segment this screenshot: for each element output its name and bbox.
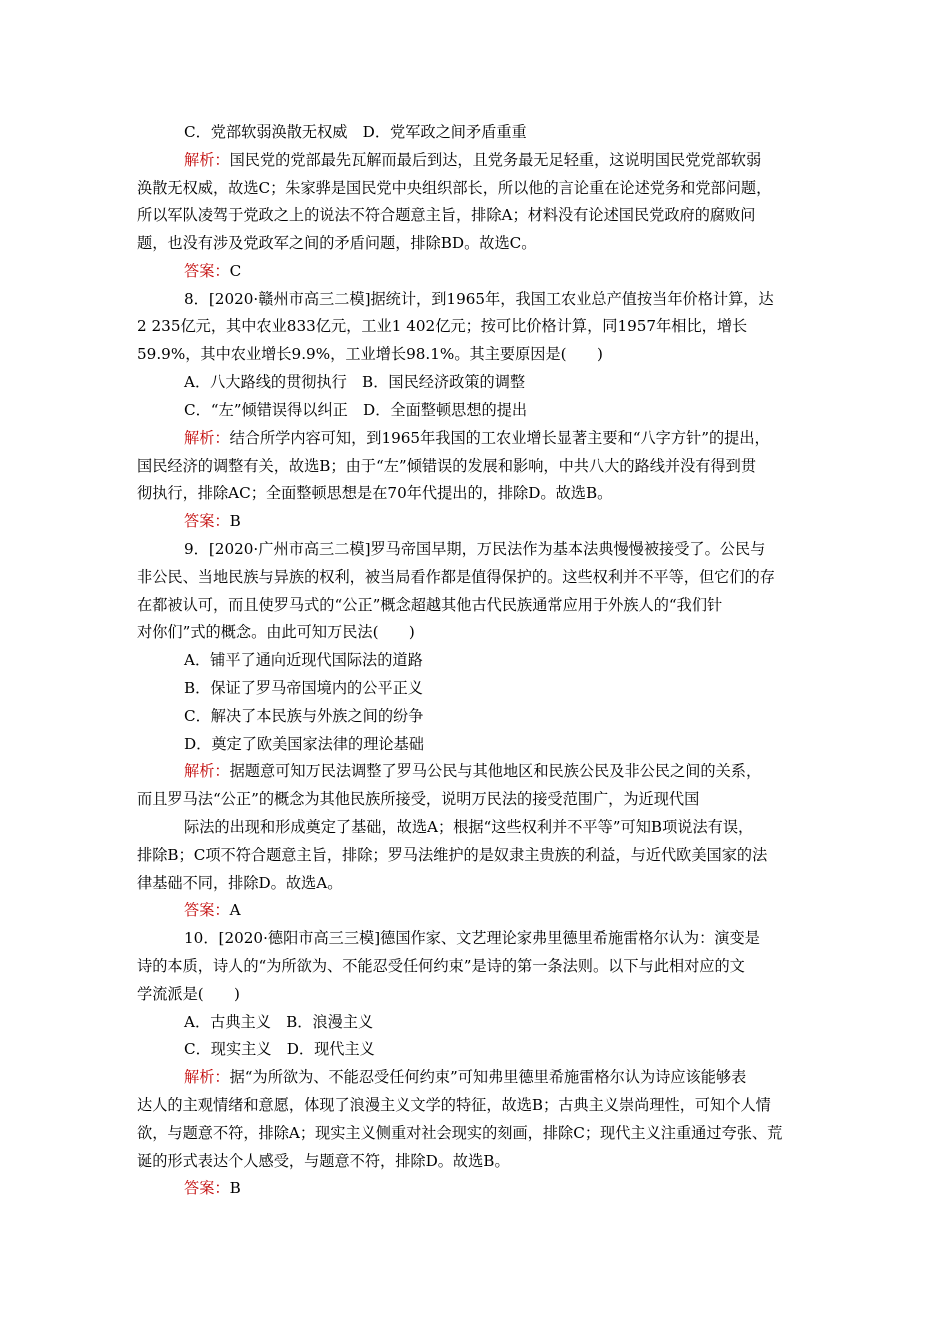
- q8-option-line: A．八大路线的贯彻执行 B．国民经济政策的调整: [184, 373, 526, 391]
- answer-label: 答案：: [184, 1179, 230, 1197]
- q9-analysis-line: 律基础不同，排除D。故选A。: [137, 874, 343, 892]
- q10-analysis-line: 诞的形式表达个人感受，与题意不符，排除D。故选B。: [137, 1152, 510, 1170]
- q7-options-cd: C．党部软弱涣散无权威 D．党军政之间矛盾重重: [184, 123, 527, 141]
- analysis-label: 解析：: [184, 1068, 230, 1086]
- q8-answer: 答案：B: [184, 512, 241, 530]
- q7-answer: 答案：C: [184, 262, 242, 280]
- q7-analysis-line: 所以军队凌驾于党政之上的说法不符合题意主旨，排除A；材料没有论述国民党政府的腐败问: [137, 206, 756, 224]
- q10-stem-line: 诗的本质，诗人的“为所欲为、不能忍受任何约束”是诗的第一条法则。以下与此相对应的文: [137, 957, 745, 975]
- q10-stem-line: 10．[2020·德阳市高三三模]德国作家、文艺理论家弗里德里希施雷格尔认为：演变是: [184, 929, 760, 947]
- q8-stem-line: 8．[2020·赣州市高三二模]据统计，到1965年，我国工农业总产值按当年价格计算，达: [184, 290, 774, 308]
- q8-stem-line: 2 235亿元，其中农业833亿元，工业1 402亿元；按可比价格计算，同1957年相比，增长: [137, 317, 748, 335]
- q8-stem-line: 59.9%，其中农业增长9.9%，工业增长98.1%。其主要原因是( ): [137, 345, 603, 363]
- q10-stem-line: 学流派是( ): [137, 985, 240, 1003]
- q10-option-line: C．现实主义 D．现代主义: [184, 1040, 375, 1058]
- q9-option: B．保证了罗马帝国境内的公平正义: [184, 679, 423, 697]
- q8-analysis-line: 解析：结合所学内容可知，到1965年我国的工农业增长显著主要和“八字方针”的提出，: [184, 429, 770, 447]
- q7-analysis-line: 涣散无权威，故选C；朱家骅是国民党中央组织部长，所以他的言论重在论述党务和党部问题，: [137, 179, 772, 197]
- answer-label: 答案：: [184, 262, 230, 280]
- analysis-label: 解析：: [184, 151, 230, 169]
- q9-stem-line: 对你们”式的概念。由此可知万民法( ): [137, 623, 415, 641]
- q9-analysis-line: 解析：据题意可知万民法调整了罗马公民与其他地区和民族公民及非公民之间的关系，: [184, 762, 762, 780]
- q7-analysis-line: 解析：国民党的党部最先瓦解而最后到达，且党务最无足轻重，这说明国民党党部软弱: [184, 151, 762, 169]
- q9-analysis-line: 排除B；C项不符合题意主旨，排除；罗马法维护的是奴隶主贵族的利益，与近代欧美国家的法: [137, 846, 768, 864]
- answer-label: 答案：: [184, 512, 230, 530]
- q7-analysis-line: 题，也没有涉及党政军之间的矛盾问题，排除BD。故选C。: [137, 234, 537, 252]
- q9-stem-line: 非公民、当地民族与异族的权利，被当局看作都是值得保护的。这些权利并不平等，但它们的存: [137, 568, 775, 586]
- q8-analysis-line: 彻执行，排除AC；全面整顿思想是在70年代提出的，排除D。故选B。: [137, 484, 613, 502]
- q10-analysis-line: 欲，与题意不符，排除A；现实主义侧重对社会现实的刻画，排除C；现代主义注重通过夸张、荒: [137, 1124, 783, 1142]
- q8-analysis-line: 国民经济的调整有关，故选B；由于“左”倾错误的发展和影响，中共八大的路线并没有得到贯: [137, 457, 757, 475]
- answer-label: 答案：: [184, 901, 230, 919]
- q10-answer: 答案：B: [184, 1179, 241, 1197]
- q8-option-line: C．“左”倾错误得以纠正 D．全面整顿思想的提出: [184, 401, 528, 419]
- q9-analysis-line: 而且罗马法“公正”的概念为其他民族所接受，说明万民法的接受范围广，为近现代国: [137, 790, 700, 808]
- q10-analysis-line: 解析：据“为所欲为、不能忍受任何约束”可知弗里德里希施雷格尔认为诗应该能够表: [184, 1068, 747, 1086]
- q10-option-line: A．古典主义 B．浪漫主义: [184, 1013, 374, 1031]
- q9-stem-line: 在都被认可，而且使罗马式的“公正”概念超越其他古代民族通常应用于外族人的“我们针: [137, 596, 723, 614]
- analysis-label: 解析：: [184, 429, 230, 447]
- q9-answer: 答案：A: [184, 901, 241, 919]
- q9-option: A．铺平了通向近现代国际法的道路: [184, 651, 423, 669]
- q10-analysis-line: 达人的主观情绪和意愿，体现了浪漫主义文学的特征，故选B；古典主义崇尚理性，可知个人情: [137, 1096, 771, 1114]
- q9-option: D．奠定了欧美国家法律的理论基础: [184, 735, 424, 753]
- q9-stem-line: 9．[2020·广州市高三二模]罗马帝国早期，万民法作为基本法典慢慢被接受了。公民与: [184, 540, 766, 558]
- analysis-label: 解析：: [184, 762, 230, 780]
- q9-option: C．解决了本民族与外族之间的纷争: [184, 707, 424, 725]
- q9-analysis-line: 际法的出现和形成奠定了基础，故选A；根据“这些权利并不平等”可知B项说法有误，: [184, 818, 754, 836]
